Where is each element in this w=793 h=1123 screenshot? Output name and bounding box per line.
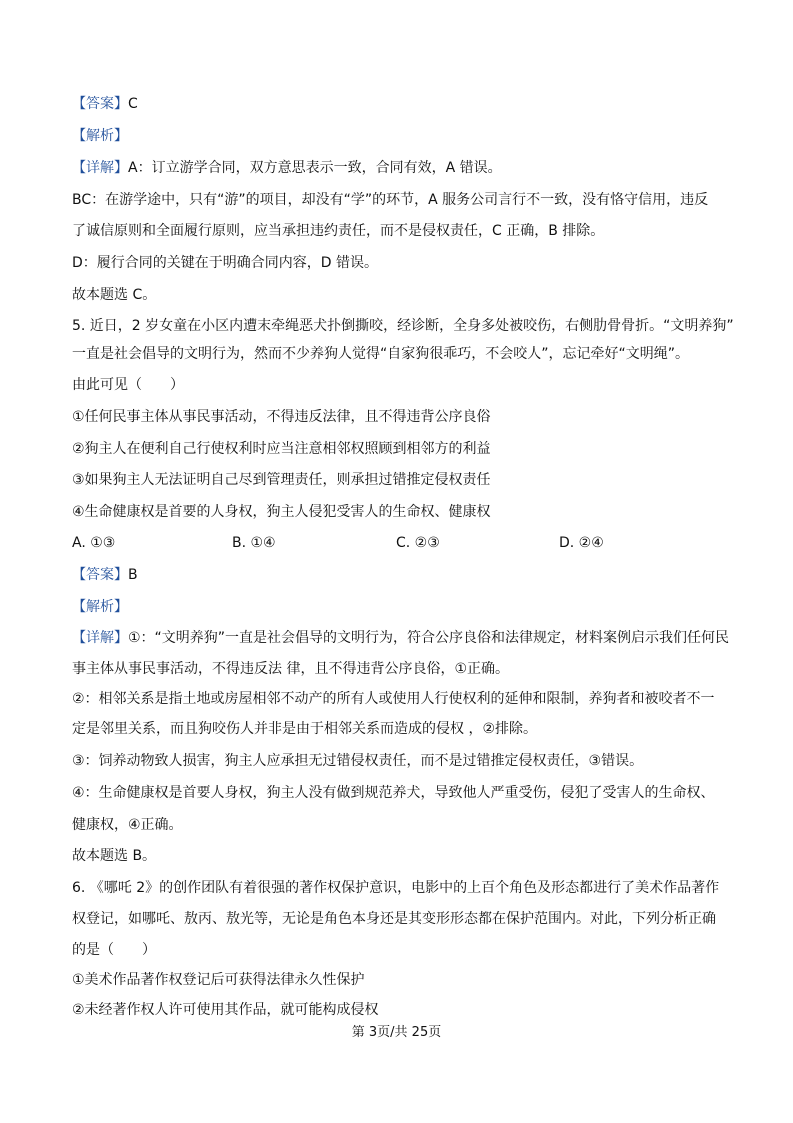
detail-line bbox=[72, 628, 729, 648]
detail-line: 健康权，④正确。 bbox=[72, 817, 183, 833]
detail-line: 定是邻里关系，而且狗咬伤人并非是由于相邻关系而造成的侵权 ，②排除。 bbox=[72, 721, 537, 737]
option-a: A. ①③ bbox=[72, 535, 116, 551]
detail-line bbox=[72, 158, 502, 178]
answer-options bbox=[72, 533, 722, 553]
detail-tag: 【详解】 bbox=[72, 160, 128, 176]
conclusion: 故本题选 C。 bbox=[72, 287, 157, 303]
detail-text: A：订立游学合同，双方意思表示一致，合同有效，A 错误。 bbox=[128, 160, 502, 176]
detail-line: ②：相邻关系是指土地或房屋相邻不动产的所有人或使用人行使权利的延伸和限制，养狗者和被咬者不一 bbox=[72, 691, 715, 707]
answer-value: C bbox=[128, 96, 138, 112]
statement-item: ①美术作品著作权登记后可获得法律永久性保护 bbox=[72, 972, 365, 988]
detail-line: 事主体从事民事活动，不得违反法 律，且不得违背公序良俗，①正确。 bbox=[72, 661, 509, 677]
statement-item: ①任何民事主体从事民事活动，不得违反法律，且不得违背公序良俗 bbox=[72, 409, 491, 425]
question-stem: 5. 近日，2 岁女童在小区内遭末牵绳恶犬扑倒撕咬，经诊断，全身多处被咬伤，右侧肋骨骨折。“文明养狗” bbox=[72, 318, 734, 334]
option-c: C. ②③ bbox=[396, 535, 440, 551]
detail-line: D：履行合同的关键在于明确合同内容，D 错误。 bbox=[72, 255, 379, 271]
answer-tag: 【答案】 bbox=[72, 96, 128, 112]
option-d: D. ②④ bbox=[559, 535, 604, 551]
question-stem: 权登记，如哪吒、敖丙、敖光等，无论是角色本身还是其变形形态都在保护范围内。对此，下列分析正确 bbox=[72, 911, 716, 927]
page-number: 第 3页/共 25页 bbox=[351, 1025, 442, 1040]
detail-line: ④：生命健康权是首要人身权，狗主人没有做到规范养犬，导致他人严重受伤，侵犯了受害人的生命权、 bbox=[72, 785, 715, 801]
detail-line: BC：在游学途中，只有“游”的项目，却没有“学”的环节，A 服务公司言行不一致，没有恪守信用，违反 bbox=[72, 192, 709, 208]
detail-line: ③：饲养动物致人损害，狗主人应承担无过错侵权责任，而不是过错推定侵权责任，③错误。 bbox=[72, 753, 644, 769]
statement-item: ③如果狗主人无法证明自己尽到管理责任，则承担过错推定侵权责任 bbox=[72, 472, 491, 488]
analysis-tag: 【解析】 bbox=[72, 128, 128, 144]
detail-line: 了诚信原则和全面履行原则，应当承担违约责任，而不是侵权责任，C 正确，B 排除。 bbox=[72, 223, 605, 239]
statement-item: ②狗主人在便利自己行使权利时应当注意相邻权照顾到相邻方的利益 bbox=[72, 441, 491, 457]
question-stem: 的是（ ） bbox=[72, 942, 156, 958]
conclusion: 故本题选 B。 bbox=[72, 848, 157, 864]
question-stem: 一直是社会倡导的文明行为，然而不少养狗人觉得“自家狗很乖巧，不会咬人”，忘记牵好“文明绳”。 bbox=[72, 346, 690, 362]
question-stem: 由此可见（ ） bbox=[72, 377, 184, 393]
detail-tag: 【详解】 bbox=[72, 630, 128, 646]
question-stem: 6. 《哪吒 2》的创作团队有着很强的著作权保护意识，电影中的上百个角色及形态都进行了美术作品著作 bbox=[72, 880, 720, 896]
answer-value: B bbox=[128, 567, 138, 583]
answer-line-q4 bbox=[72, 94, 138, 114]
option-b: B. ①④ bbox=[232, 535, 276, 551]
analysis-tag: 【解析】 bbox=[72, 599, 128, 615]
answer-line-q5 bbox=[72, 565, 138, 585]
statement-item: ④生命健康权是首要的人身权，狗主人侵犯受害人的生命权、健康权 bbox=[72, 504, 491, 520]
answer-tag: 【答案】 bbox=[72, 567, 128, 583]
detail-text: ①：“文明养狗”一直是社会倡导的文明行为，符合公序良俗和法律规定，材料案例启示我们任何民 bbox=[128, 630, 730, 646]
statement-item: ②未经著作权人许可使用其作品，就可能构成侵权 bbox=[72, 1002, 379, 1018]
